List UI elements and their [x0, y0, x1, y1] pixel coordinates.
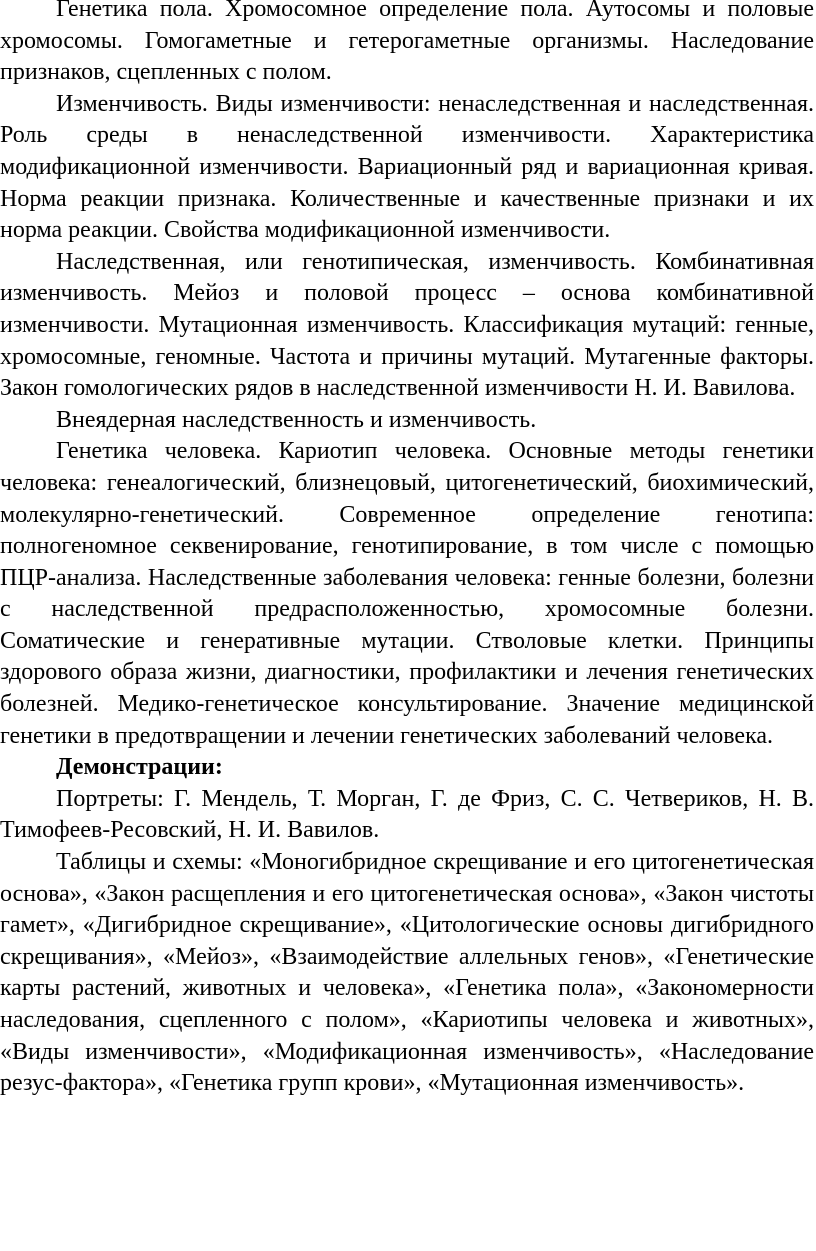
paragraph-hereditary-variability: Наследственная, или генотипическая, изменчивость. Комбинативная изменчивость. Мейоз и половой процесс – основа комбинативной изменчивости. Мутационная изменчивость. Классификация мутаций: генные, хромосомные, геномные. Частота и причины мутаций. Мутагенные факторы. Закон гомологических рядов в наследственной изменчивости Н. И. Вавилова.: [0, 248, 814, 402]
paragraph-extranuclear-heredity: Внеядерная наследственность и изменчивость.: [56, 406, 537, 433]
paragraph-sex-genetics: Генетика пола. Хромосомное определение пола. Аутосомы и половые хромосомы. Гомогаметные и гетерогаметные организмы. Наследование признаков, сцепленных с полом.: [0, 0, 814, 86]
paragraph-portraits: Портреты: Г. Мендель, Т. Морган, Г. де Фриз, С. С. Четвериков, Н. В. Тимофеев-Ресовский, Н. И. Вавилов.: [0, 785, 814, 844]
paragraph-tables-and-schemes: Таблицы и схемы: «Моногибридное скрещивание и его цитогенетическая основа», «Закон расщепления и его цитогенетическая основа», «Закон чистоты гамет», «Дигибридное скрещивание», «Цитологические основы дигибридного скрещивания», «Мейоз», «Взаимодействие аллельных генов», «Генетические карты растений, животных и человека», «Генетика пола», «Закономерности наследования, сцепленного с полом», «Кариотипы человека и животных», «Виды изменчивости», «Модификационная изменчивость», «Наследование резус-фактора», «Генетика групп крови», «Мутационная изменчивость».: [0, 849, 814, 1097]
paragraph-human-genetics: Генетика человека. Кариотип человека. Основные методы генетики человека: генеалогический, близнецовый, цитогенетический, биохимический, молекулярно-генетический. Современное определение генотипа: полногеномное секвенирование, генотипирование, в том числе с помощью ПЦР-анализа. Наследственные заболевания человека: генные болезни, болезни с наследственной предрасположенностью, хромосомные болезни. Соматические и генеративные мутации. Стволовые клетки. Принципы здорового образа жизни, диагностики, профилактики и лечения генетических болезней. Медико-генетическое консультирование. Значение медицинской генетики в предотвращении и лечении генетических заболеваний человека.: [0, 438, 814, 749]
demonstrations-heading: Демонстрации:: [56, 754, 223, 781]
paragraph-variability: Изменчивость. Виды изменчивости: ненаследственная и наследственная. Роль среды в ненаследственной изменчивости. Характеристика модификационной изменчивости. Вариационный ряд и вариационная кривая. Норма реакции признака. Количественные и качественные признаки и их норма реакции. Свойства модификационной изменчивости.: [0, 90, 814, 244]
